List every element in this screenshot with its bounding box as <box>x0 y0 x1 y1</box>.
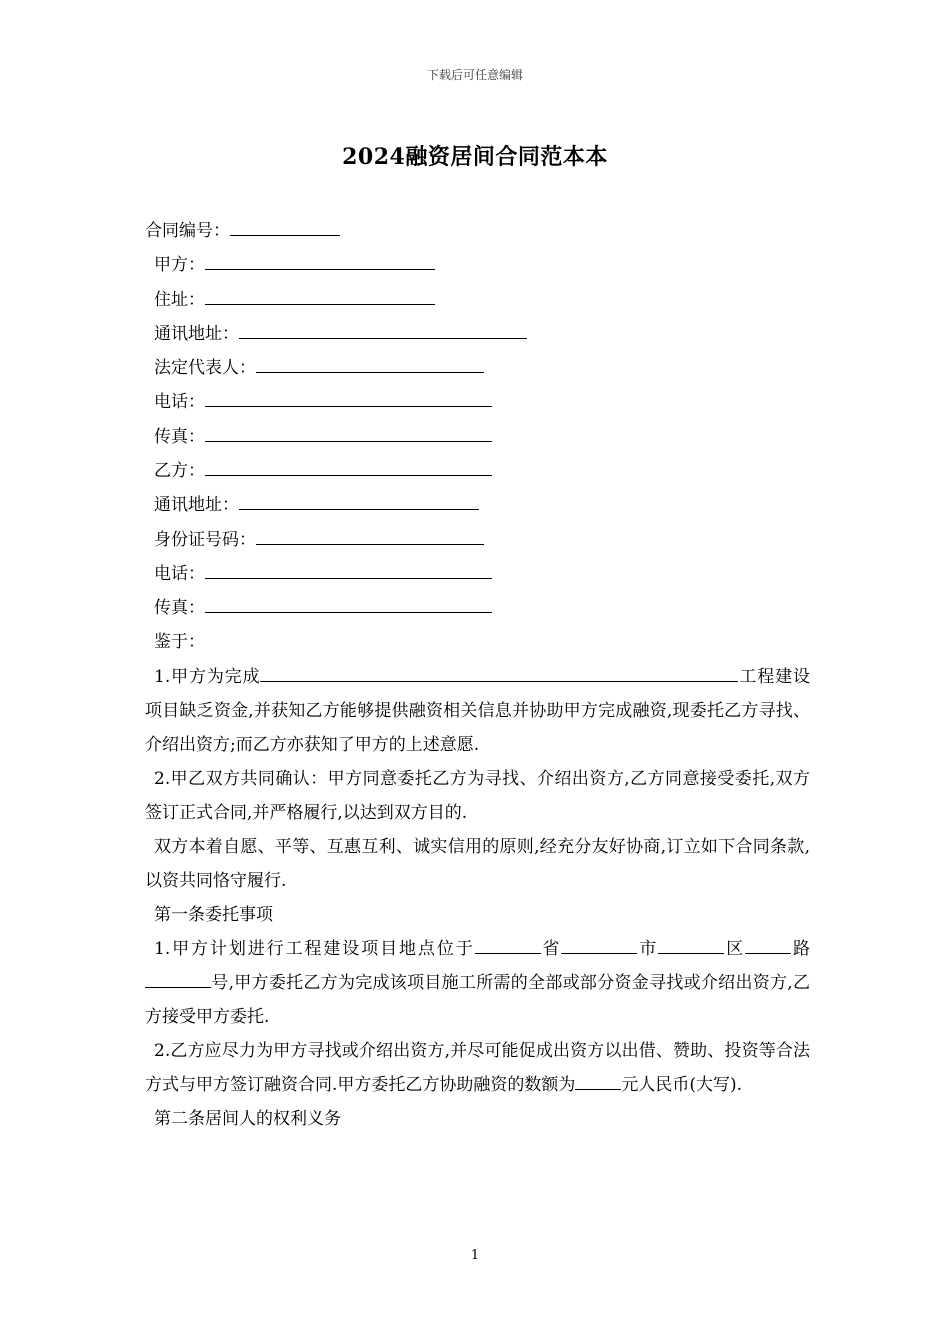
blank-line[interactable] <box>239 318 527 339</box>
blank-line[interactable] <box>561 935 637 954</box>
field-legal-representative <box>145 352 815 386</box>
blank-line[interactable] <box>230 215 340 236</box>
blank-line[interactable] <box>205 284 435 305</box>
field-party-b <box>145 455 815 489</box>
contract-body <box>145 660 810 1136</box>
blank-line[interactable] <box>205 421 492 442</box>
field-id-number <box>145 524 815 558</box>
header-note: 下载后可任意编辑 <box>426 68 523 82</box>
blank-line[interactable] <box>205 249 435 270</box>
field-party-a <box>145 249 815 283</box>
text: 2.乙方应尽力为甲方寻找或介绍出资方,并尽可能促成出资方以出借、赞助、投资等合法方式与甲方签订融资合同.甲方委托乙方协助融资的数额为 <box>145 1041 810 1095</box>
text: 工程建设项目缺乏资金,并获知乙方能够提供融资相关信息并协助甲方完成融资,现委托乙方寻找、介绍出资方;而乙方亦获知了甲方的上述意愿. <box>145 667 810 755</box>
field-fax <box>145 421 815 455</box>
blank-line[interactable] <box>205 558 492 579</box>
field-phone <box>145 386 815 420</box>
text: 元人民币(大写). <box>621 1075 743 1095</box>
blank-line[interactable] <box>575 1071 621 1090</box>
field-label: 通讯地址： <box>154 495 239 516</box>
text: 路 <box>791 939 811 959</box>
blank-line[interactable] <box>205 455 492 476</box>
field-mailing-address-b <box>145 489 815 523</box>
blank-line[interactable] <box>205 386 492 407</box>
field-label: 合同编号： <box>145 221 230 241</box>
section-heading-1: 第一条委托事项 <box>154 905 273 925</box>
blank-line[interactable] <box>145 969 211 988</box>
section-heading-2: 第二条居间人的权利义务 <box>154 1109 341 1129</box>
field-fax-b <box>145 592 815 626</box>
field-label: 电话： <box>154 392 205 413</box>
text: 区 <box>724 939 746 959</box>
paragraph-article1-item1 <box>145 932 810 1034</box>
paragraph-article1-item2 <box>145 1034 810 1102</box>
field-label: 住址： <box>154 289 205 310</box>
field-label: 鉴于： <box>154 631 205 652</box>
blank-line[interactable] <box>239 489 479 510</box>
text: 1.甲方计划进行工程建设项目地点位于 <box>154 939 475 959</box>
field-label: 身份证号码： <box>154 529 256 550</box>
text: 1.甲方为完成 <box>154 667 261 687</box>
paragraph-whereas-2: 2.甲乙双方共同确认：甲方同意委托乙方为寻找、介绍出资方,乙方同意接受委托,双方签订正式合同,并严格履行,以达到双方目的. <box>145 769 810 823</box>
paragraph-principles: 双方本着自愿、平等、互惠互利、诚实信用的原则,经充分友好协商,订立如下合同条款,以资共同恪守履行. <box>145 837 810 891</box>
field-whereas <box>145 627 815 661</box>
field-label: 通讯地址： <box>154 323 239 344</box>
field-label: 传真： <box>154 598 205 619</box>
field-label: 乙方： <box>154 461 205 482</box>
field-phone-b <box>145 558 815 592</box>
blank-line[interactable] <box>260 663 738 682</box>
field-label: 法定代表人： <box>154 358 256 379</box>
text: 号,甲方委托乙方为完成该项目施工所需的全部或部分资金寻找或介绍出资方,乙方接受甲方委托. <box>145 973 810 1027</box>
blank-line[interactable] <box>475 935 541 954</box>
blank-line[interactable] <box>745 935 791 954</box>
document-title: 2024融资居间合同范本本 <box>342 144 608 170</box>
blank-line[interactable] <box>205 592 492 613</box>
paragraph-whereas-1 <box>145 660 810 762</box>
field-mailing-address <box>145 318 815 352</box>
text: 市 <box>637 939 659 959</box>
field-label: 电话： <box>154 563 205 584</box>
field-contract-number <box>145 215 815 249</box>
page-number: 1 <box>470 1248 480 1263</box>
blank-line[interactable] <box>256 352 484 373</box>
blank-line[interactable] <box>256 524 484 545</box>
blank-line[interactable] <box>658 935 724 954</box>
text: 省 <box>540 939 562 959</box>
field-address <box>145 284 815 318</box>
contract-fields <box>145 215 815 661</box>
field-label: 甲方： <box>154 255 205 276</box>
field-label: 传真： <box>154 426 205 447</box>
